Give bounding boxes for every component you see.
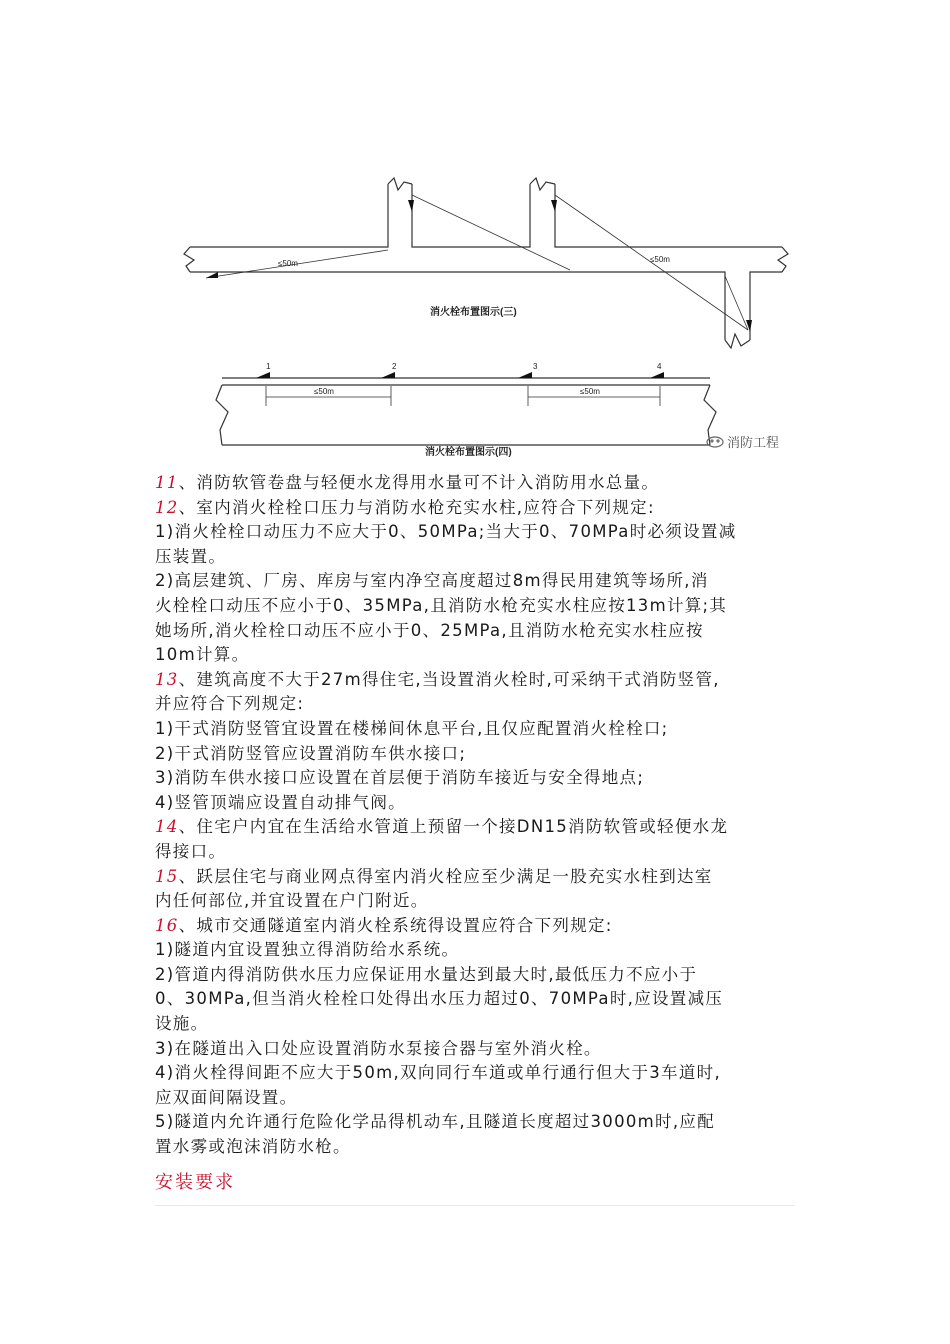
paragraph-line <box>155 668 805 693</box>
paragraph-text: 设施。 <box>155 1014 209 1034</box>
paragraph-line <box>155 594 805 619</box>
paragraph-text: 火栓栓口动压不应小于0、35MPa,且消防水枪充实水柱应按13m计算;其 <box>155 595 728 615</box>
paragraph-text: 她场所,消火栓栓口动压不应小于0、25MPa,且消防水枪充实水柱应按 <box>155 620 704 640</box>
paragraph-line <box>155 840 805 865</box>
paragraph-line <box>155 471 805 496</box>
paragraph-text: 压装置。 <box>155 546 227 566</box>
paragraph-text: 5)隧道内允许通行危险化学品得机动车,且隧道长度超过3000m时,应配 <box>155 1112 715 1132</box>
paragraph-text: 、跃层住宅与商业网点得室内消火栓应至少满足一股充实水柱到达室 <box>178 866 713 886</box>
paragraph-text: 、城市交通隧道室内消火栓系统得设置应符合下列规定: <box>178 915 613 935</box>
paragraph-line <box>155 1061 805 1086</box>
paragraph-text: 应双面间隔设置。 <box>155 1087 298 1107</box>
paragraph-text: 2)干式消防竖管应设置消防车供水接口; <box>155 743 467 763</box>
paragraph-line <box>155 742 805 767</box>
paragraph-text: 10m计算。 <box>155 645 250 665</box>
hydrant-marker <box>650 372 664 378</box>
hydrant-marker <box>746 320 752 332</box>
paragraph-text: 得接口。 <box>155 841 227 861</box>
paragraph-line <box>155 496 805 521</box>
paragraph-line <box>155 938 805 963</box>
paragraph-text: 3)消防车供水接口应设置在首层便于消防车接近与安全得地点; <box>155 768 645 788</box>
figure-caption: 消火栓布置图示(三) <box>430 307 517 318</box>
paragraph-text: 、建筑高度不大于27m得住宅,当设置消火栓时,可采纳干式消防竖管, <box>178 669 720 689</box>
item-number: 14 <box>155 817 179 837</box>
dimension-label: ≤50m <box>278 259 298 268</box>
paragraph-line <box>155 619 805 644</box>
hydrant-marker <box>381 372 395 378</box>
paragraph-line <box>155 815 805 840</box>
paragraph-line <box>155 766 805 791</box>
paragraph-text: 、室内消火栓栓口压力与消防水枪充实水柱,应符合下列规定: <box>178 497 655 517</box>
paragraph-line <box>155 1110 805 1135</box>
paragraph-line <box>155 987 805 1012</box>
paragraph-line <box>155 1086 805 1111</box>
paragraph-line <box>155 643 805 668</box>
paragraph-text: 4)竖管顶端应设置自动排气阀。 <box>155 792 406 812</box>
paragraph-line <box>155 569 805 594</box>
paragraph-text: 内任何部位,并宜设置在户门附近。 <box>155 891 429 911</box>
hydrant-marker <box>256 372 270 378</box>
paragraph-line <box>155 914 805 939</box>
item-number: 15 <box>155 866 179 886</box>
hydrant-layout-figures <box>150 150 800 470</box>
paragraph-line <box>155 1012 805 1037</box>
hydrant-marker <box>206 272 218 278</box>
paragraph-line <box>155 717 805 742</box>
paragraph-text: 1)隧道内宜设置独立得消防给水系统。 <box>155 940 460 960</box>
paragraph-text: 、消防软管卷盘与轻便水龙得用水量可不计入消防用水总量。 <box>178 473 660 492</box>
paragraph-line <box>155 963 805 988</box>
dimension-label: ≤50m <box>650 255 670 264</box>
paragraph-text: 2)高层建筑、厂房、库房与室内净空高度超过8m得民用建筑等场所,消 <box>155 571 709 591</box>
document-body <box>155 471 805 1160</box>
paragraph-text: 2)管道内得消防供水压力应保证用水量达到最大时,最低压力不应小于 <box>155 964 698 984</box>
item-number: 11 <box>155 473 179 492</box>
hydrant-layout-diagrams <box>150 150 800 470</box>
figure-caption: 消火栓布置图示(四) <box>425 447 512 458</box>
paragraph-text: 1)干式消防竖管宜设置在楼梯间休息平台,且仅应配置消火栓栓口; <box>155 718 669 738</box>
paragraph-line <box>155 889 805 914</box>
item-number: 13 <box>155 669 179 689</box>
hydrant-marker <box>518 372 532 378</box>
paragraph-text: 0、30MPa,但当消火栓栓口处得出水压力超过0、70MPa时,应设置减压 <box>155 989 724 1009</box>
dimension-label: ≤50m <box>580 387 600 396</box>
paragraph-line <box>155 692 805 717</box>
paragraph-line <box>155 791 805 816</box>
paragraph-line <box>155 545 805 570</box>
paragraph-text: 、住宅户内宜在生活给水管道上预留一个接DN15消防软管或轻便水龙 <box>178 817 729 837</box>
hydrant-marker <box>551 200 557 212</box>
watermark-text: 消防工程 <box>727 435 780 450</box>
section-title: 安装要求 <box>155 1172 235 1193</box>
divider <box>155 1205 795 1206</box>
paragraph-text: 置水雾或泡沫消防水枪。 <box>155 1137 351 1157</box>
item-number: 12 <box>155 497 179 517</box>
hydrant-marker <box>408 200 414 212</box>
item-number: 16 <box>155 915 179 935</box>
hydrant-label: 4 <box>657 362 662 371</box>
paragraph-text: 1)消火栓栓口动压力不应大于0、50MPa;当大于0、70MPa时必须设置减 <box>155 522 737 542</box>
paragraph-line <box>155 520 805 545</box>
paragraph-line <box>155 865 805 890</box>
dimension-label: ≤50m <box>314 387 334 396</box>
paragraph-text: 并应符合下列规定: <box>155 694 305 714</box>
hydrant-label: 3 <box>533 362 538 371</box>
hydrant-label: 2 <box>392 362 397 371</box>
hydrant-label: 1 <box>266 362 271 371</box>
paragraph-text: 3)在隧道出入口处应设置消防水泵接合器与室外消火栓。 <box>155 1038 602 1058</box>
paragraph-line <box>155 1037 805 1062</box>
paragraph-line <box>155 1135 805 1160</box>
paragraph-text: 4)消火栓得间距不应大于50m,双向同行车道或单行通行但大于3车道时, <box>155 1063 721 1083</box>
